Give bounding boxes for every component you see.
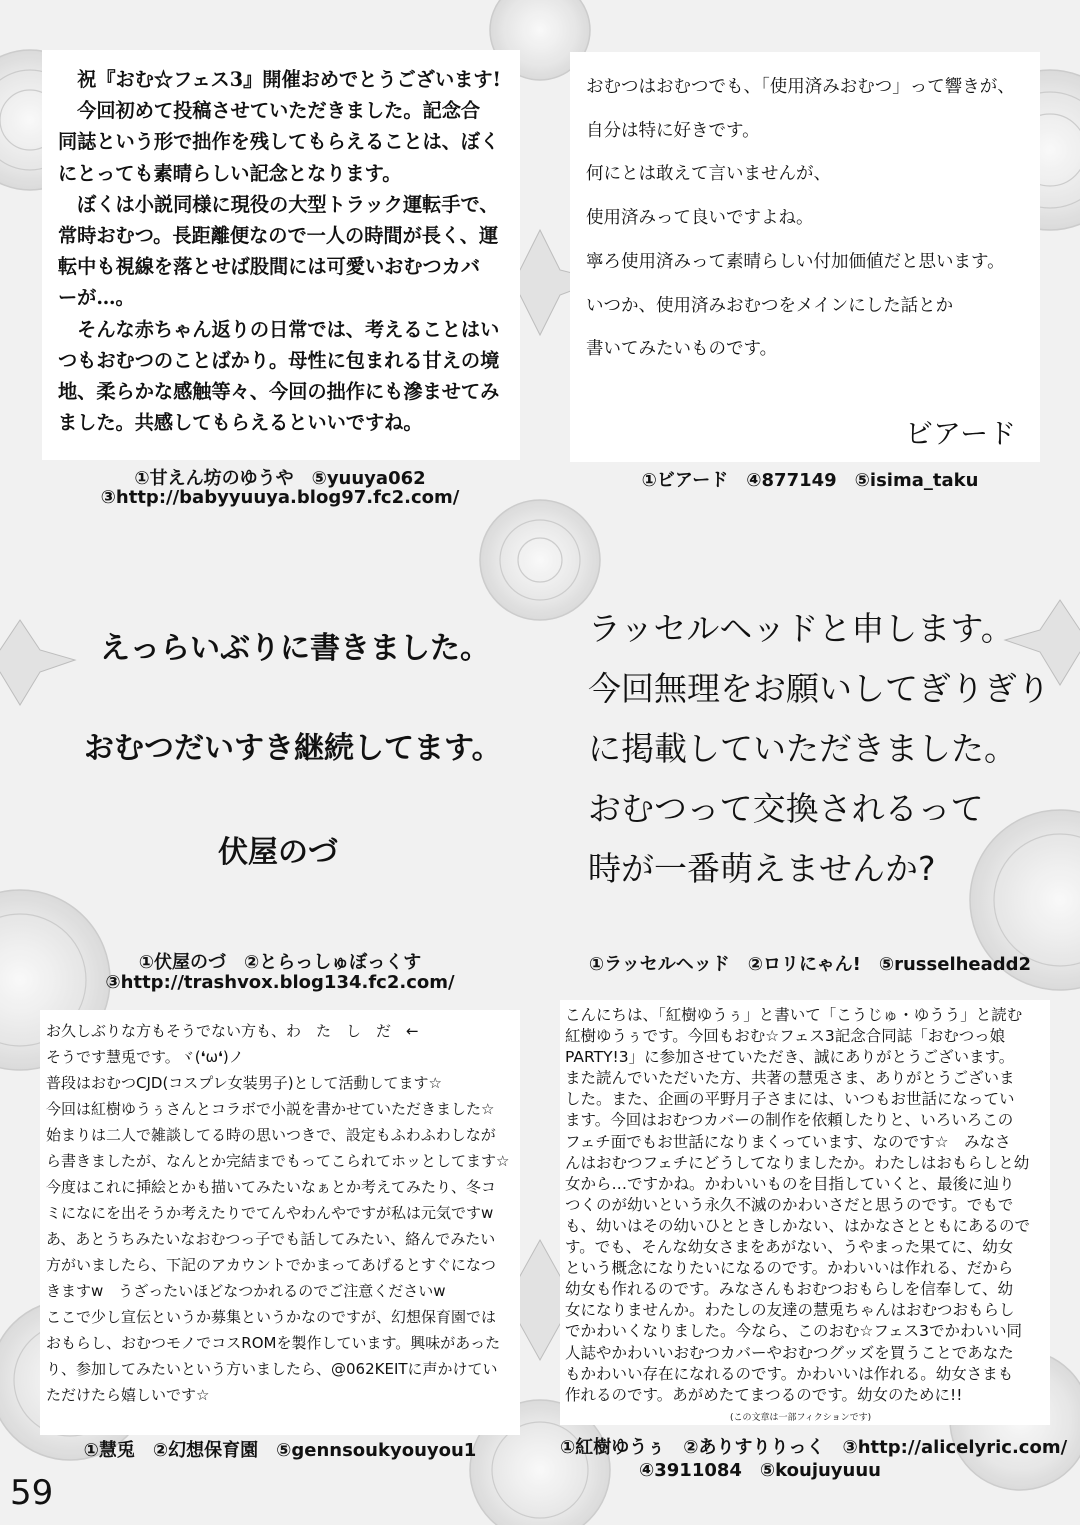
comment-russelhead [588, 599, 1050, 899]
text-line: ミになにを出そうか考えたりでてんやわんやですが私は元気ですw [46, 1204, 494, 1222]
text-line: そんな赤ちゃん返りの日常では、考えることはい [58, 317, 500, 341]
text-line: ぼくは小説同様に現役の大型トラック運転手で、 [58, 192, 499, 216]
text-line: 何にとは敢えて言いませんが、 [586, 164, 831, 185]
text-line: 紅樹ゆうぅです。今回もおむ☆フェス3記念合同誌「おむつっ娘 [565, 1027, 1006, 1046]
text-line: ここで少し宣伝というか募集というかなのですが、幻想保育園では [46, 1308, 497, 1326]
text-line: あ、あとうちみたいなおむつっ子でも話してみたい、絡んでみたい [46, 1230, 496, 1248]
fiction-note: (この文章は一部フィクションです) [730, 1413, 872, 1423]
text-line: きますw うざったいほどなつかれるのでご注意くださいw [46, 1282, 446, 1300]
page-number: 59 [10, 1473, 54, 1513]
credit-fuseya-1: ①伏屋のづ ②とらっしゅぼっくす [138, 952, 422, 973]
credit-koujuyuuu-2: ④3911084 ⑤koujuyuuu [639, 1460, 881, 1481]
text-line: 女から…ですかね。かわいいものを目指していくと、最後に辿り [565, 1174, 1015, 1193]
comment-koujuyuuu [565, 1005, 1030, 1406]
comment-beard [586, 66, 1015, 372]
credit-keito: ①慧兎 ②幻想保育園 ⑤gennsoukyouyou1 [83, 1440, 477, 1461]
text-line: もかわいい存在になれるのです。かわいいは作れる。幼女さまも [565, 1364, 1014, 1383]
text-line: でかわいくなりました。今なら、このおむ☆フェス3でかわいい同 [565, 1322, 1022, 1341]
text-line: 普段はおむつCJD(コスプレ女装男子)として活動してます☆ [46, 1074, 443, 1092]
comment-keito [46, 1018, 509, 1408]
text-line: ます。今回はおむつカバーの制作を依頼したりと、いろいろこの [565, 1111, 1014, 1130]
text-line: お久しぶりな方もそうでない方も、わ た し だ ← [46, 1022, 419, 1040]
text-line: つくのが幼いという永久不滅のかわいさだと思うのです。でもで [565, 1195, 1014, 1214]
comment-fuseya-2: おむつだいすき継続してます。 [84, 731, 502, 766]
signature-fuseya: 伏屋のづ [218, 835, 338, 870]
comment-fuseya-1: えっらいぶりに書きました。 [100, 631, 490, 666]
credit-beard: ①ビアード ④877149 ⑤isima_taku [641, 470, 979, 491]
text-line: また読んでいただいた方、共著の慧兎さま、ありがとうございま [565, 1069, 1015, 1088]
text-line: にとっても素晴らしい記念となります。 [58, 161, 402, 185]
text-line: 転中も視線を落とせば股間には可愛いおむつカバ [58, 255, 481, 279]
text-line: ました。共感してもらえるといいですね。 [58, 411, 423, 435]
comment-yuuya [58, 64, 501, 438]
text-line: 始まりは二人で雑談してる時の思いつきで、設定もふわふわしなが [46, 1126, 496, 1144]
text-line: という概念になりたいになるのです。かわいいは作れる、だから [565, 1259, 1014, 1278]
text-line: も、幼いはその幼いひとときしかない、はかなさとともにあるので [565, 1216, 1031, 1235]
text-line: 幼女も作れるのです。みなさんもおむつおもらしを信奉して、幼 [565, 1280, 1013, 1299]
text-line: ら書きましたが、なんとか完結までもってこられてホッとしてます☆ [46, 1152, 510, 1170]
text-line: 常時おむつ。長距離便なので一人の時間が長く、運 [58, 224, 499, 248]
text-line: 女になりませんか。わたしの友達の慧兎ちゃんはおむつおもらし [565, 1301, 1015, 1320]
text-line: 今度はこれに挿絵とかも描いてみたいなぁとか考えてみたり、冬コ [46, 1178, 497, 1196]
text-line: 自分は特に好きです。 [586, 120, 760, 141]
text-line: に掲載していただきました。 [588, 729, 1017, 768]
credit-fuseya-url: ③http://trashvox.blog134.fc2.com/ [105, 972, 455, 993]
text-line: いつか、使用済みおむつをメインにした話とか [586, 295, 954, 316]
text-line: 今回は紅樹ゆうぅさんとコラボで小説を書かせていただきました☆ [46, 1100, 495, 1118]
text-line: そうです慧兎です。ヾ(❛ω❛)ノ [46, 1048, 244, 1066]
credit-koujuyuuu-1: ①紅樹ゆうぅ ②ありすりりっく ③http://alicelyric.com/ [560, 1437, 1068, 1458]
text-line: ラッセルヘッドと申します。 [588, 609, 1014, 648]
text-line: した。また、企画の平野月子さまには、いつもお世話になってい [565, 1090, 1015, 1109]
text-line: 地、柔らかな感触等々、今回の拙作にも滲ませてみ [58, 380, 500, 404]
credit-yuuya-1: ①甘えん坊のゆうや ⑤yuuya062 [134, 468, 426, 489]
credit-yuuya-url: ③http://babyyuuya.blog97.fc2.com/ [100, 487, 460, 508]
text-line: 今回初めて投稿させていただきました。記念合 [58, 99, 481, 123]
text-line: 人誌やかわいいおむつカバーやおむつグッズを買うことであなた [565, 1343, 1014, 1362]
text-line: ただけたら嬉しいです☆ [46, 1386, 210, 1404]
text-line: こんにちは、「紅樹ゆうぅ」と書いて「こうじゅ・ゆうう」と読む [565, 1006, 1023, 1024]
text-line: おむつって交換されるって [588, 789, 984, 828]
text-line: 使用済みって良いですよね。 [586, 208, 814, 229]
text-line: ーが…。 [58, 286, 135, 310]
credit-russelhead: ①ラッセルヘッド ②ロリにゃん! ⑤russelheadd2 [588, 954, 1032, 975]
text-line: 作れるのです。あがめたてまつるのです。幼女のために!! [565, 1385, 963, 1404]
text-line: 同誌という形で拙作を残してもらえることは、ぼく [58, 130, 500, 154]
text-line: おむつはおむつでも、「使用済みおむつ」って響きが、 [586, 77, 1015, 97]
text-line: 寧ろ使用済みって素晴らしい付加価値だと思います。 [586, 251, 1005, 272]
text-line: す。でも、そんな幼女さまをあがない、うやまった果てに、幼女 [565, 1238, 1014, 1257]
text-line: PARTY!3」に参加させていただき、誠にありがとうございます。 [565, 1048, 1015, 1067]
text-line: 方がいましたら、下記のアカウントでかまってあげるとすぐになつ [46, 1256, 496, 1274]
text-line: つもおむつのことばかり。母性に包まれる甘えの境 [58, 348, 500, 372]
text-line: 祝『おむ☆フェス3』開催おめでとうございます! [58, 68, 501, 91]
text-line: んはおむつフェチにどうしてなりましたか。わたしはおもらしと幼 [565, 1153, 1030, 1172]
signature-beard: ビアード [905, 417, 1017, 450]
text-line: 時が一番萌えませんか? [588, 849, 936, 888]
text-line: おもらし、おむつモノでコスROMを製作しています。興味があった [46, 1334, 501, 1352]
text-line: フェチ面でもお世話になりまくっています、なのです☆ みなさ [565, 1132, 1011, 1151]
text-line: り、参加してみたいという方いましたら、@062KEITに声かけてい [46, 1360, 498, 1378]
text-line: 今回無理をお願いしてぎりぎり [588, 669, 1050, 708]
text-line: 書いてみたいものです。 [586, 339, 778, 360]
